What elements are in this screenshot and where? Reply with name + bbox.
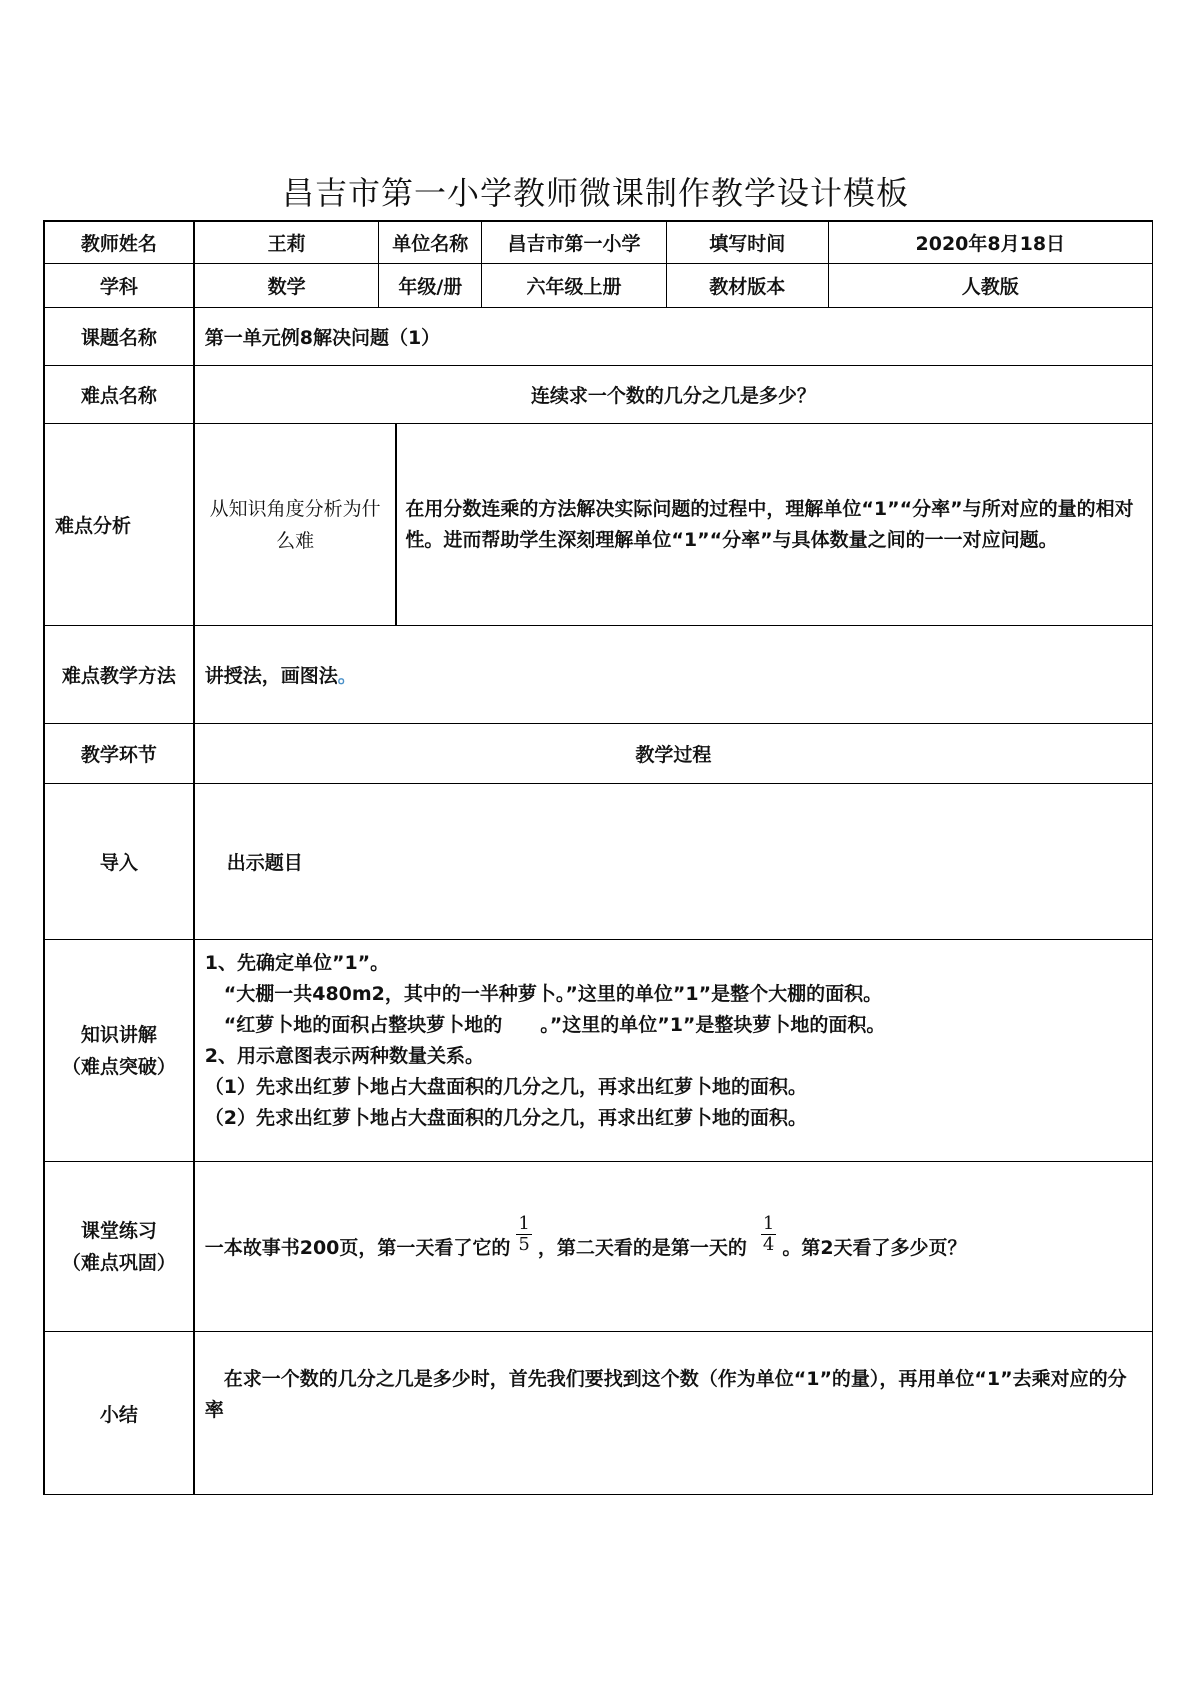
practice-text-1: 一本故事书200页，第一天看了它的: [204, 1237, 511, 1259]
analysis-sublabel: 从知识角度分析为什么难: [195, 424, 398, 625]
subject-value: 数学: [195, 264, 380, 307]
fraction-denominator: 4: [762, 1234, 775, 1255]
method-dot: 。: [337, 665, 357, 687]
fraction-one-fifth: [516, 1214, 531, 1255]
edition-label: 教材版本: [667, 264, 829, 307]
method-text: 讲授法，画图法: [204, 665, 338, 687]
knowledge-label-line2: （难点突破）: [61, 1055, 176, 1078]
fraction-one-fourth: [761, 1214, 776, 1255]
difficulty-row: [43, 366, 1153, 424]
page-title: 昌吉市第一小学教师微课制作教学设计模板: [281, 174, 909, 212]
analysis-label: 难点分析: [45, 424, 195, 625]
knowledge-label: [45, 940, 195, 1161]
difficulty-label: 难点名称: [45, 366, 195, 423]
fill-date-label: 填写时间: [667, 222, 829, 263]
unit-name-label: 单位名称: [379, 222, 482, 263]
practice-label: [45, 1162, 195, 1331]
summary-row: [43, 1332, 1153, 1495]
difficulty-value: 连续求一个数的几分之几是多少？: [195, 366, 1153, 423]
method-row: [43, 626, 1153, 724]
practice-content: [195, 1162, 1153, 1331]
process-stage-label: 教学环节: [45, 724, 195, 783]
knowledge-line: “大棚一共480m2，其中的一半种萝卜。”这里的单位”1”是整个大棚的面积。: [204, 983, 883, 1005]
topic-row: [43, 308, 1153, 366]
fill-date-value: 2020年8月18日: [829, 222, 1153, 263]
summary-label: 小结: [45, 1332, 195, 1494]
info-row-1: [43, 220, 1153, 264]
analysis-row: [43, 424, 1153, 626]
topic-value: 第一单元例8解决问题（1）: [195, 308, 1153, 365]
intro-value: 出示题目: [195, 784, 1153, 939]
subject-label: 学科: [45, 264, 195, 307]
knowledge-content: [195, 940, 1153, 1161]
knowledge-row: [43, 940, 1153, 1162]
edition-value: 人教版: [829, 264, 1153, 307]
teacher-name-label: 教师姓名: [45, 222, 195, 263]
grade-label: 年级/册: [379, 264, 482, 307]
topic-label: 课题名称: [45, 308, 195, 365]
unit-name-value: 昌吉市第一小学: [482, 222, 667, 263]
knowledge-line: “红萝卜地的面积占整块萝卜地的 。”这里的单位”1”是整块萝卜地的面积。: [204, 1014, 886, 1036]
method-label: 难点教学方法: [45, 626, 195, 723]
process-header-value: 教学过程: [195, 724, 1153, 783]
grade-value: 六年级上册: [482, 264, 667, 307]
intro-row: [43, 784, 1153, 940]
fraction-numerator: 1: [518, 1213, 530, 1234]
practice-row: [43, 1162, 1153, 1332]
knowledge-line: 1、先确定单位”1”。: [204, 952, 390, 974]
knowledge-label-line1: 知识讲解: [80, 1023, 157, 1046]
knowledge-line: （2）先求出红萝卜地占大盘面积的几分之几，再求出红萝卜地的面积。: [204, 1107, 807, 1129]
practice-text-3: 。第2天看了多少页？: [782, 1237, 967, 1259]
teacher-name-value: 王莉: [195, 222, 380, 263]
intro-label: 导入: [45, 784, 195, 939]
lesson-plan-table: [43, 220, 1153, 1495]
practice-text-2: ，第二天看的是第一天的: [537, 1237, 747, 1259]
knowledge-line: （1）先求出红萝卜地占大盘面积的几分之几，再求出红萝卜地的面积。: [204, 1076, 807, 1098]
analysis-text: 在用分数连乘的方法解决实际问题的过程中，理解单位“1”“分率”与所对应的量的相对性。进而帮助学生深刻理解单位“1”“分率”与具体数量之间的一一对应问题。: [397, 424, 1153, 625]
knowledge-line: 2、用示意图表示两种数量关系。: [204, 1045, 484, 1067]
practice-label-line1: 课堂练习: [80, 1219, 157, 1242]
practice-label-line2: （难点巩固）: [61, 1251, 176, 1274]
process-header-row: [43, 724, 1153, 784]
fraction-numerator: 1: [762, 1213, 775, 1234]
method-value: [195, 626, 1153, 723]
info-row-2: [43, 264, 1153, 308]
fraction-denominator: 5: [518, 1234, 530, 1255]
summary-text: 在求一个数的几分之几是多少时，首先我们要找到这个数（作为单位“1”的量），再用单位“1”去乘对应的分率: [195, 1332, 1153, 1494]
